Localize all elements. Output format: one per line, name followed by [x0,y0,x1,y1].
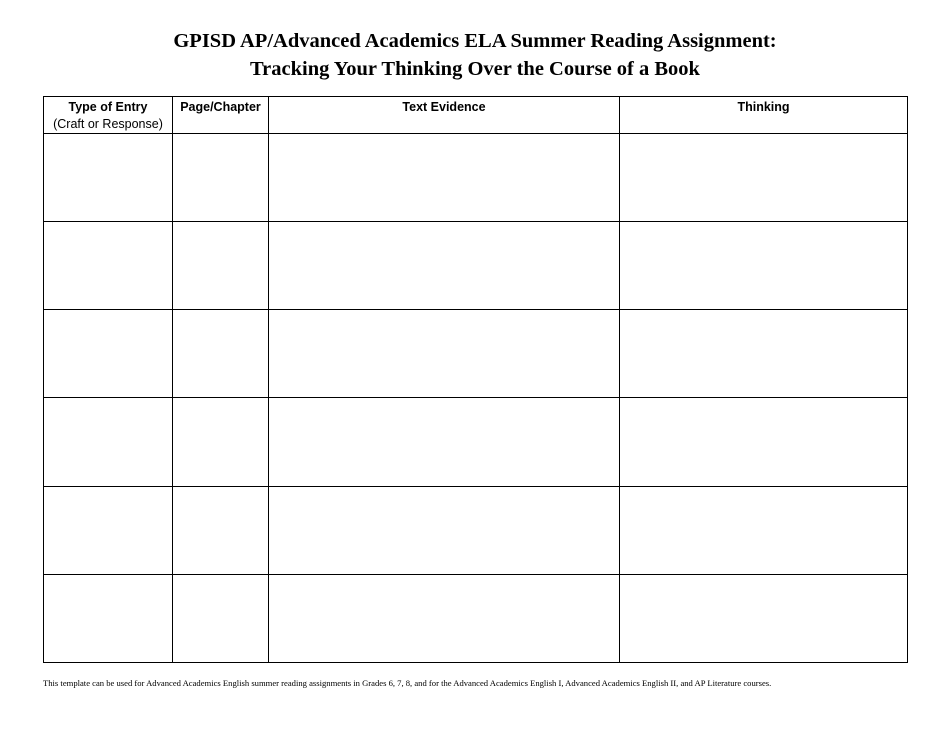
header-thinking-label: Thinking [737,100,790,114]
header-type-of-entry [44,97,173,134]
thinking-cell[interactable] [620,222,908,310]
page-chapter-cell[interactable] [173,574,269,662]
title-line-1: GPISD AP/Advanced Academics ELA Summer Reading Assignment: [173,30,777,52]
page-chapter-cell[interactable] [173,134,269,222]
table-row [44,310,908,398]
header-text-evidence-label: Text Evidence [402,100,486,114]
footnote: This template can be used for Advanced Academics English summer reading assignments in Grades 6, 7, 8, and for the Advanced Academics English I, Advanced Academics English II, and AP Literature courses. [43,678,772,688]
reading-log-table [43,96,908,663]
header-type-of-entry-label: Type of Entry [68,100,148,114]
page-chapter-cell[interactable] [173,222,269,310]
thinking-cell[interactable] [620,310,908,398]
header-page-chapter-label: Page/Chapter [180,100,261,114]
thinking-cell[interactable] [620,574,908,662]
title-line-2: Tracking Your Thinking Over the Course of a Book [250,58,700,80]
table-row [44,486,908,574]
table-row [44,574,908,662]
entry-type-cell[interactable] [44,134,173,222]
entry-type-cell[interactable] [44,574,173,662]
page-chapter-cell[interactable] [173,486,269,574]
table-header-row [44,97,908,134]
thinking-cell[interactable] [620,134,908,222]
text-evidence-cell[interactable] [269,398,620,486]
text-evidence-cell[interactable] [269,134,620,222]
table-row [44,134,908,222]
header-page-chapter [173,97,269,134]
document-title [0,27,950,83]
text-evidence-cell[interactable] [269,574,620,662]
text-evidence-cell[interactable] [269,486,620,574]
entry-type-cell[interactable] [44,222,173,310]
thinking-cell[interactable] [620,398,908,486]
entry-type-cell[interactable] [44,486,173,574]
text-evidence-cell[interactable] [269,222,620,310]
page-chapter-cell[interactable] [173,310,269,398]
page-chapter-cell[interactable] [173,398,269,486]
header-type-of-entry-sublabel: (Craft or Response) [53,117,163,131]
table-row [44,222,908,310]
entry-type-cell[interactable] [44,398,173,486]
entry-type-cell[interactable] [44,310,173,398]
header-thinking [620,97,908,134]
table-row [44,398,908,486]
text-evidence-cell[interactable] [269,310,620,398]
thinking-cell[interactable] [620,486,908,574]
header-text-evidence [269,97,620,134]
